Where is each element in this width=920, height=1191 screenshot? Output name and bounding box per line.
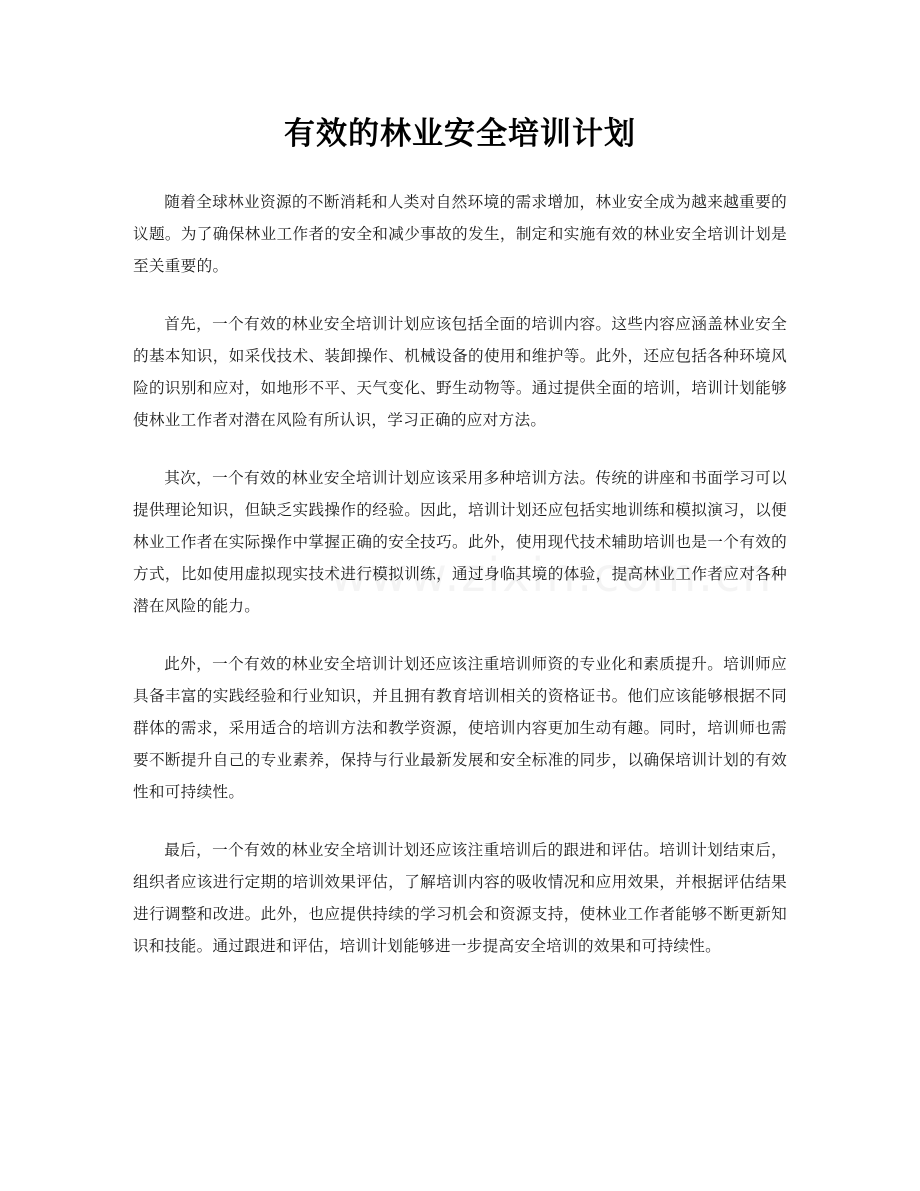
paragraph-first: 首先，一个有效的林业安全培训计划应该包括全面的培训内容。这些内容应涵盖林业安全的基本知识，如采伐技术、装卸操作、机械设备的使用和维护等。此外，还应包括各种环境风险的识别和应对，如地形不平、天气变化、野生动物等。通过提供全面的培训，培训计划能够使林业工作者对潜在风险有所认识，学习正确的应对方法。: [133, 315, 787, 429]
paragraph-intro: 随着全球林业资源的不断消耗和人类对自然环境的需求增加，林业安全成为越来越重要的议题。为了确保林业工作者的安全和减少事故的发生，制定和实施有效的林业安全培训计划是至关重要的。: [133, 193, 787, 275]
paragraph-third: 此外，一个有效的林业安全培训计划还应该注重培训师资的专业化和素质提升。培训师应具备丰富的实践经验和行业知识，并且拥有教育培训相关的资格证书。他们应该能够根据不同群体的需求，采用适合的培训方法和教学资源，使培训内容更加生动有趣。同时，培训师也需要不断提升自己的专业素养，保持与行业最新发展和安全标准的同步，以确保培训计划的有效性和可持续性。: [133, 655, 787, 801]
document-body: [133, 186, 787, 988]
page-title: 有效的林业安全培训计划: [284, 116, 636, 152]
paragraph-second: 其次，一个有效的林业安全培训计划应该采用多种培训方法。传统的讲座和书面学习可以提供理论知识，但缺乏实践操作的经验。因此，培训计划还应包括实地训练和模拟演习，以便林业工作者在实际操作中掌握正确的安全技巧。此外，使用现代技术辅助培训也是一个有效的方式，比如使用虚拟现实技术进行模拟训练，通过身临其境的体验，提高林业工作者应对各种潜在风险的能力。: [133, 469, 787, 615]
paragraph-last: 最后，一个有效的林业安全培训计划还应该注重培训后的跟进和评估。培训计划结束后，组织者应该进行定期的培训效果评估，了解培训内容的吸收情况和应用效果，并根据评估结果进行调整和改进。此外，也应提供持续的学习机会和资源支持，使林业工作者能够不断更新知识和技能。通过跟进和评估，培训计划能够进一步提高安全培训的效果和可持续性。: [133, 841, 787, 955]
